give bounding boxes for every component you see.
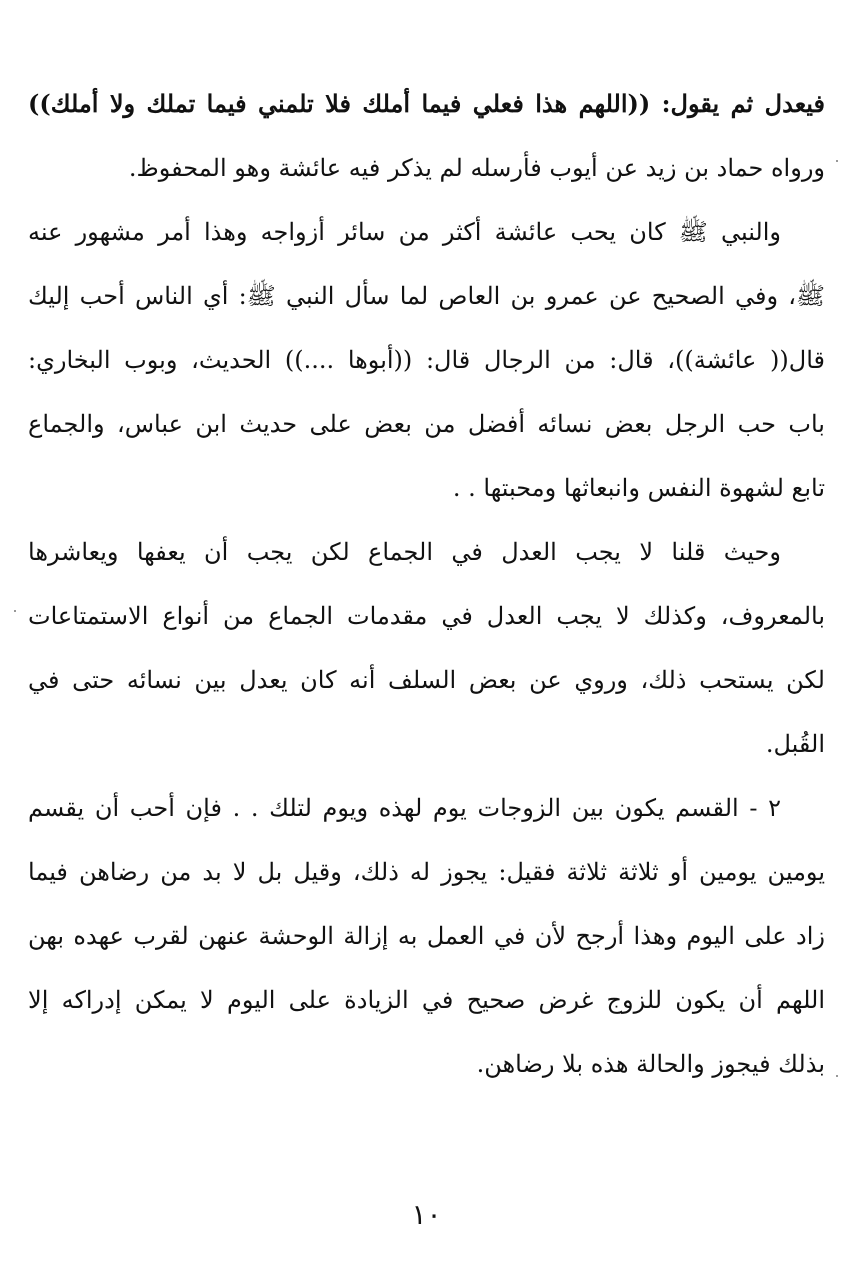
scan-speck: [14, 610, 16, 612]
text-line-3: والنبي ﷺ كان يحب عائشة أكثر من سائر أزواجه وهذا أمر مشهور عنه: [28, 218, 781, 246]
text-line-9: بالمعروف، وكذلك لا يجب العدل في مقدمات الجماع من أنواع الاستمتاعات: [28, 602, 825, 630]
text-line-4: ﷺ، وفي الصحيح عن عمرو بن العاص لما سأل النبي ﷺ: أي الناس أحب إليك: [28, 282, 825, 310]
text-line-15: اللهم أن يكون للزوج غرض صحيح في الزيادة على اليوم لا يمكن إدراكه إلا: [28, 986, 825, 1014]
text-line-16: بذلك فيجوز والحالة هذه بلا رضاهن.: [476, 1050, 825, 1078]
text-line-2: ورواه حماد بن زيد عن أيوب فأرسله لم يذكر فيه عائشة وهو المحفوظ.: [128, 154, 825, 182]
scan-speck: [836, 160, 838, 162]
text-line-7: تابع لشهوة النفس وانبعاثها ومحبتها . .: [452, 474, 825, 502]
text-line-1: فيعدل ثم يقول: ((اللهم هذا فعلي فيما أملك فلا تلمني فيما تملك ولا أملك)): [28, 89, 825, 118]
text-line-8: وحيث قلنا لا يجب العدل في الجماع لكن يجب أن يعفها ويعاشرها: [28, 538, 781, 566]
body-text: [28, 72, 825, 1096]
scan-speck: [836, 1075, 838, 1077]
text-line-12: ٢ - القسم يكون بين الزوجات يوم لهذه ويوم لتلك . . فإن أحب أن يقسم: [28, 794, 781, 822]
text-line-14: زاد على اليوم وهذا أرجح لأن في العمل به إزالة الوحشة عنهن لقرب عهده بهن: [28, 922, 825, 950]
text-line-6: باب حب الرجل بعض نسائه أفضل من بعض على حديث ابن عباس، والجماع: [28, 410, 825, 438]
text-line-10: لكن يستحب ذلك، وروي عن بعض السلف أنه كان يعدل بين نسائه حتى في: [28, 666, 825, 694]
text-line-11: القُبل.: [765, 730, 825, 758]
text-line-13: يومين يومين أو ثلاثة ثلاثة فقيل: يجوز له ذلك، وقيل بل لا بد من رضاهن فيما: [28, 858, 825, 886]
text-line-5: قال(( عائشة))، قال: من الرجال قال: ((أبوها ....)) الحديث، وبوب البخاري:: [28, 346, 825, 374]
page-number: ١٠: [411, 1198, 442, 1231]
